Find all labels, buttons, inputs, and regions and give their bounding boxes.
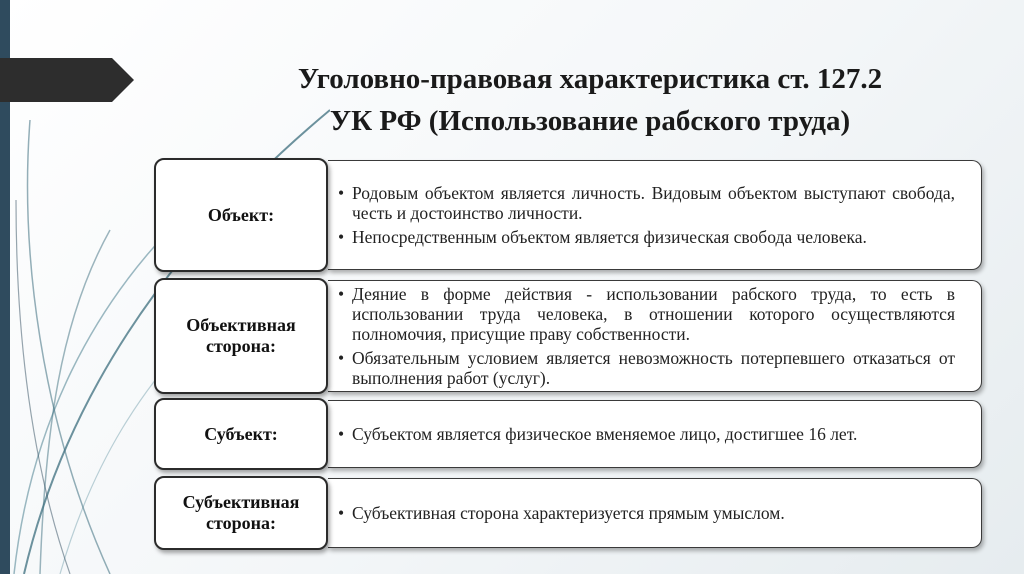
row-label-objective-side: Объективная сторона: xyxy=(154,278,328,394)
row-label-subjective-side: Субъективная сторона: xyxy=(154,476,328,550)
bullet-item: • Непосредственным объектом является физическая свобода человека. xyxy=(338,227,955,247)
bullet-item: • Субъектом является физическое вменяемое лицо, достигшее 16 лет. xyxy=(338,424,955,444)
row-label-subject: Субъект: xyxy=(154,398,328,470)
title-arrow-marker xyxy=(0,58,134,102)
row-subject xyxy=(154,398,982,470)
slide-title-line-1: Уголовно-правовая характеристика ст. 127.2 xyxy=(297,63,883,95)
bullet-item: • Субъективная сторона характеризуется прямым умыслом. xyxy=(338,503,955,523)
row-content-object xyxy=(328,160,982,270)
row-subjective-side xyxy=(154,476,982,550)
slide-title-line-2: УК РФ (Использование рабского труда) xyxy=(329,105,851,137)
row-objective-side xyxy=(154,278,982,394)
row-label-object: Объект: xyxy=(154,158,328,272)
row-content-objective-side xyxy=(328,280,982,392)
bullet-item: • Обязательным условием является невозможность потерпевшего отказаться от выполнения работ (услуг). xyxy=(338,348,955,388)
row-content-subject xyxy=(328,400,982,468)
bullet-item: • Родовым объектом является личность. Видовым объектом выступают свобода, честь и достоинство личности. xyxy=(338,183,955,223)
row-object xyxy=(154,158,982,272)
bullet-item: • Деяние в форме действия - использовании рабского труда, то есть в использовании труда человека, в отношении которого осуществляются полномочия, присущие праву собственности. xyxy=(338,284,955,344)
slide-title xyxy=(230,58,950,142)
row-content-subjective-side xyxy=(328,478,982,548)
